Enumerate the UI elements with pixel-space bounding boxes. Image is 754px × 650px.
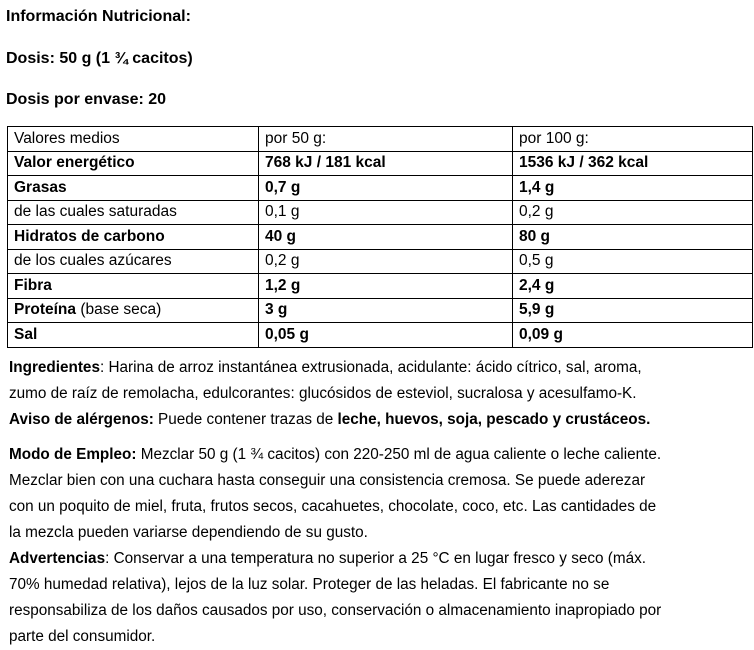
value-per-100g: 0,09 g xyxy=(513,323,753,348)
table-row xyxy=(8,151,753,176)
value-per-50g: 768 kJ / 181 kcal xyxy=(259,151,513,176)
nutrient-label: Grasas xyxy=(8,176,259,201)
value-per-100g: 0,2 g xyxy=(513,200,753,225)
value-per-100g: 1536 kJ / 362 kcal xyxy=(513,151,753,176)
table-row xyxy=(8,298,753,323)
usage-section xyxy=(9,442,753,546)
table-row xyxy=(8,176,753,201)
nutrient-label: Valor energético xyxy=(8,151,259,176)
ingredients-line xyxy=(9,355,753,381)
usage-text: Mezclar bien con una cuchara hasta conseguir una consistencia cremosa. Se puede aderezar xyxy=(9,472,646,489)
nutrient-label-suffix: (base seca) xyxy=(76,301,162,319)
column-header: por 100 g: xyxy=(513,127,753,152)
table-row xyxy=(8,274,753,299)
value-per-50g: 0,2 g xyxy=(259,249,513,274)
nutrition-info-title: Información Nutricional: xyxy=(6,8,191,25)
column-header: por 50 g: xyxy=(259,127,513,152)
value-per-50g: 3 g xyxy=(259,298,513,323)
column-header: Valores medios xyxy=(8,127,259,152)
value-per-50g: 1,2 g xyxy=(259,274,513,299)
nutrient-label: Proteína xyxy=(14,301,77,319)
nutrient-label: de las cuales saturadas xyxy=(8,200,259,225)
value-per-100g: 1,4 g xyxy=(513,176,753,201)
value-per-100g: 80 g xyxy=(513,225,753,250)
ingredients-section xyxy=(9,355,753,433)
ingredients-text: : Harina de arroz instantánea extrusionada, acidulante: ácido cítrico, sal, aroma, xyxy=(99,359,642,376)
warnings-text: 70% humedad relativa), lejos de la luz solar. Proteger de las heladas. El fabricante no se xyxy=(9,576,610,593)
value-per-50g: 40 g xyxy=(259,225,513,250)
ingredients-text: zumo de raíz de remolacha, edulcorantes: glucósidos de esteviol, sucralosa y acesulfamo-K. xyxy=(9,385,637,402)
usage-text: Mezclar 50 g (1 ¾ cacitos) con 220-250 ml de agua caliente o leche caliente. xyxy=(136,446,662,463)
warnings-text: parte del consumidor. xyxy=(9,628,156,645)
ingredients-label: Ingredientes xyxy=(9,359,100,376)
doses-per-package: Dosis por envase: 20 xyxy=(6,91,167,108)
usage-line xyxy=(9,442,753,468)
nutrition-table xyxy=(7,126,753,348)
value-per-50g: 0,1 g xyxy=(259,200,513,225)
dose-size: Dosis: 50 g (1 ¾ cacitos) xyxy=(6,50,193,67)
warnings-line xyxy=(9,546,753,572)
warnings-label: Advertencias xyxy=(9,550,106,567)
table-row xyxy=(8,225,753,250)
nutrient-label: Fibra xyxy=(8,274,259,299)
usage-text: la mezcla pueden variarse dependiendo de su gusto. xyxy=(9,524,368,541)
nutrient-label: Hidratos de carbono xyxy=(8,225,259,250)
table-row xyxy=(8,200,753,225)
warnings-section xyxy=(9,546,753,650)
nutrient-label: Sal xyxy=(8,323,259,348)
table-row xyxy=(8,323,753,348)
value-per-50g: 0,05 g xyxy=(259,323,513,348)
usage-label: Modo de Empleo: xyxy=(9,446,137,463)
allergens-label: Aviso de alérgenos: xyxy=(9,411,154,428)
nutrient-label-cell xyxy=(8,298,259,323)
allergens-line xyxy=(9,407,753,433)
allergens-list: leche, huevos, soja, pescado y crustáceos. xyxy=(337,411,651,428)
table-header-row xyxy=(8,127,753,152)
allergens-text: Puede contener trazas de xyxy=(153,411,338,428)
warnings-text: responsabiliza de los daños causados por uso, conservación o almacenamiento inapropiado por xyxy=(9,602,662,619)
value-per-100g: 2,4 g xyxy=(513,274,753,299)
value-per-100g: 5,9 g xyxy=(513,298,753,323)
nutrient-label: de los cuales azúcares xyxy=(8,249,259,274)
table-row xyxy=(8,249,753,274)
usage-text: con un poquito de miel, fruta, frutos secos, cacahuetes, chocolate, coco, etc. Las cantidades de xyxy=(9,498,657,515)
warnings-text: : Conservar a una temperatura no superior a 25 °C en lugar fresco y seco (máx. xyxy=(105,550,646,567)
value-per-50g: 0,7 g xyxy=(259,176,513,201)
value-per-100g: 0,5 g xyxy=(513,249,753,274)
